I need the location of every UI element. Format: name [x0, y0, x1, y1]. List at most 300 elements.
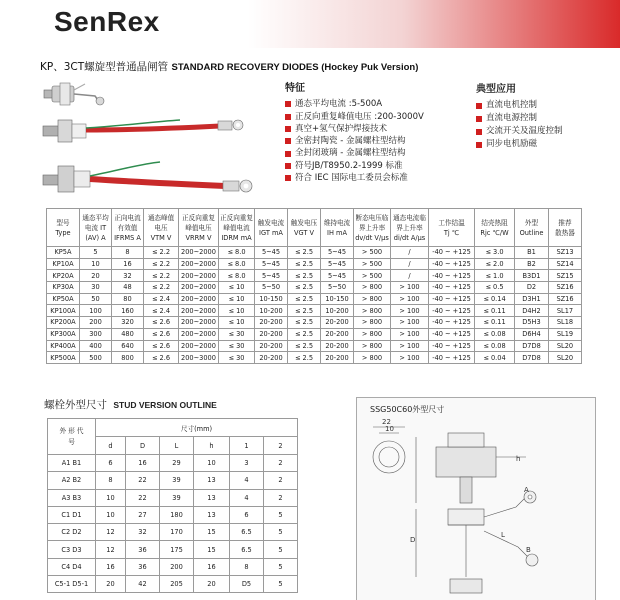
spec-table [46, 208, 582, 364]
spec-cell: 16 [112, 258, 144, 270]
stud-cell: 13 [194, 489, 230, 506]
stud-cell: 32 [126, 524, 160, 541]
spec-cell: > 100 [391, 282, 429, 294]
stud-row [48, 455, 298, 472]
bullet-icon [476, 142, 482, 148]
spec-cell: 200~2000 [179, 282, 219, 294]
spec-cell: > 800 [354, 328, 391, 340]
stud-title-cn: 螺栓外型尺寸 [44, 399, 107, 411]
spec-cell: B3D1 [515, 270, 549, 282]
spec-cell: ≤ 8.0 [219, 258, 255, 270]
spec-cell: -40 ~ +125 [429, 293, 475, 305]
spec-cell: > 100 [391, 352, 429, 364]
spec-cell: 5~50 [321, 282, 354, 294]
spec-cell: ≤ 0.11 [475, 305, 515, 317]
outline-dim2-label: 10 [385, 425, 394, 433]
spec-cell: ≤ 0.14 [475, 293, 515, 305]
bullet-icon [285, 175, 291, 181]
stud-row [48, 541, 298, 558]
spec-cell: 200~2000 [179, 340, 219, 352]
spec-cell: -40 ~ +125 [429, 258, 475, 270]
stud-code-header: 外 形 代 号 [48, 419, 96, 455]
spec-cell: B1 [515, 247, 549, 259]
spec-cell: SL17 [549, 305, 582, 317]
stud-cell: 6 [96, 455, 126, 472]
spec-cell: ≤ 2.5 [288, 352, 321, 364]
spec-cell: 20-200 [321, 328, 354, 340]
stud-cell: 22 [126, 489, 160, 506]
feature-item: 通态平均电流 :5-500A [285, 98, 424, 110]
feature-item: 正反向重复峰值电压 :200-3000V [285, 111, 424, 123]
spec-cell: D7D8 [515, 340, 549, 352]
spec-cell: -40 ~ +125 [429, 328, 475, 340]
spec-cell: > 100 [391, 340, 429, 352]
spec-cell: 300 [80, 328, 112, 340]
spec-cell: > 800 [354, 317, 391, 329]
spec-cell: 200~2000 [179, 317, 219, 329]
spec-col-header: 正反向重复 峰值电流 IDRM mA [219, 209, 255, 247]
outline-title: SSG50C60外型尺寸 [370, 405, 445, 414]
stud-cell: A3 B3 [48, 489, 96, 506]
spec-cell: SZ13 [549, 247, 582, 259]
spec-cell: ≤ 10 [219, 293, 255, 305]
applications-title: 典型应用 [476, 84, 516, 95]
stud-cell: 16 [194, 558, 230, 575]
spec-cell: 32 [112, 270, 144, 282]
spec-cell: 20-200 [255, 317, 288, 329]
stud-cell: 170 [160, 524, 194, 541]
bullet-icon [476, 129, 482, 135]
spec-col-header: 触发电压 VGT V [288, 209, 321, 247]
spec-cell: 5~45 [321, 258, 354, 270]
spec-col-header: 维持电流 IH mA [321, 209, 354, 247]
applications-list [476, 99, 563, 151]
spec-col-header: 正反向重复 峰值电压 VRRM V [179, 209, 219, 247]
stud-header-row [48, 419, 298, 437]
spec-cell: ≤ 0.08 [475, 340, 515, 352]
stud-col-header: h [194, 437, 230, 455]
features-panel [285, 83, 424, 184]
spec-cell: > 800 [354, 352, 391, 364]
feature-item: 符号JB/T8950.2-1999 标准 [285, 160, 424, 172]
application-item: 直流电机控制 [476, 99, 563, 112]
bullet-icon [285, 101, 291, 107]
spec-cell: / [391, 258, 429, 270]
spec-cell: D2 [515, 282, 549, 294]
stud-col-header: D [126, 437, 160, 455]
spec-cell: 640 [112, 340, 144, 352]
spec-cell: / [391, 270, 429, 282]
spec-cell: > 500 [354, 258, 391, 270]
spec-cell: ≤ 2.4 [144, 293, 179, 305]
spec-cell: 500 [80, 352, 112, 364]
small-thyristor-image [44, 83, 104, 105]
spec-cell: ≤ 0.04 [475, 352, 515, 364]
stud-cell: 36 [126, 541, 160, 558]
spec-cell: SL19 [549, 328, 582, 340]
stud-cell: 5 [264, 576, 298, 593]
stud-cell: 6.5 [230, 541, 264, 558]
spec-cell: 320 [112, 317, 144, 329]
spec-cell: SL20 [549, 340, 582, 352]
spec-cell: 20-200 [321, 317, 354, 329]
application-item: 交流开关及温度控制 [476, 125, 563, 138]
spec-cell: D4H2 [515, 305, 549, 317]
spec-cell: ≤ 2.6 [144, 352, 179, 364]
spec-cell: ≤ 2.4 [144, 305, 179, 317]
outline-drawing [356, 397, 596, 600]
bullet-icon [285, 138, 291, 144]
spec-cell: 50 [80, 293, 112, 305]
spec-cell: ≤ 2.2 [144, 270, 179, 282]
spec-col-header: 型号 Type [47, 209, 80, 247]
stud-cell: C1 D1 [48, 506, 96, 523]
spec-row [47, 328, 582, 340]
spec-cell: 5~45 [321, 247, 354, 259]
stud-table [47, 418, 298, 593]
spec-col-header: 工作结温 Tj ℃ [429, 209, 475, 247]
spec-row [47, 317, 582, 329]
spec-cell: ≤ 8.0 [219, 247, 255, 259]
series-title-cn: KP、3CT螺旋型普通晶闸管 [40, 61, 169, 73]
spec-cell: ≤ 2.0 [475, 258, 515, 270]
spec-cell: > 100 [391, 317, 429, 329]
spec-cell: > 100 [391, 328, 429, 340]
stud-row [48, 576, 298, 593]
spec-cell: SZ16 [549, 293, 582, 305]
spec-col-header: 触发电流 IGT mA [255, 209, 288, 247]
spec-cell: KP10A [47, 258, 80, 270]
spec-cell: ≤ 0.5 [475, 282, 515, 294]
spec-cell: KP300A [47, 328, 80, 340]
stud-cell: 15 [194, 541, 230, 558]
spec-cell: 10-200 [255, 305, 288, 317]
bullet-icon [285, 163, 291, 169]
spec-cell: 200~2000 [179, 305, 219, 317]
stud-cell: 39 [160, 472, 194, 489]
stud-cell: 8 [230, 558, 264, 575]
outline-side-body [436, 447, 496, 477]
spec-cell: 200~2000 [179, 293, 219, 305]
spec-cell: 20-200 [255, 352, 288, 364]
stud-cell: 10 [96, 489, 126, 506]
stud-cell: 5 [264, 524, 298, 541]
stud-cell: 8 [96, 472, 126, 489]
spec-cell: D7D8 [515, 352, 549, 364]
spec-cell: ≤ 2.5 [288, 328, 321, 340]
spec-cell: 10 [80, 258, 112, 270]
outline-label-h: h [516, 455, 521, 463]
outline-label-d: D [410, 536, 416, 544]
stud-cell: 2 [264, 489, 298, 506]
spec-cell: 48 [112, 282, 144, 294]
spec-cell: > 800 [354, 282, 391, 294]
stud-cell: 5 [264, 506, 298, 523]
spec-cell: ≤ 10 [219, 305, 255, 317]
spec-cell: KP200A [47, 317, 80, 329]
application-item: 同步电机励磁 [476, 138, 563, 151]
spec-cell: ≤ 10 [219, 282, 255, 294]
spec-cell: ≤ 2.6 [144, 317, 179, 329]
spec-cell: ≤ 30 [219, 352, 255, 364]
spec-cell: SZ15 [549, 270, 582, 282]
spec-cell: 20 [80, 270, 112, 282]
spec-cell: / [391, 247, 429, 259]
spec-cell: ≤ 2.5 [288, 305, 321, 317]
outline-label-a: A [524, 486, 529, 494]
bullet-icon [285, 126, 291, 132]
spec-row [47, 352, 582, 364]
spec-cell: KP100A [47, 305, 80, 317]
spec-cell: ≤ 2.5 [288, 258, 321, 270]
spec-cell: 20-200 [255, 328, 288, 340]
spec-cell: 10-150 [321, 293, 354, 305]
stud-cell: 42 [126, 576, 160, 593]
spec-cell: > 800 [354, 305, 391, 317]
spec-cell: 30 [80, 282, 112, 294]
spec-cell: 5~45 [255, 247, 288, 259]
stud-cell: 13 [194, 506, 230, 523]
stud-cell: 29 [160, 455, 194, 472]
spec-col-header: 通态电流临 界上升率 di/dt A/μs [391, 209, 429, 247]
spec-cell: 200~2000 [179, 270, 219, 282]
spec-cell: KP30A [47, 282, 80, 294]
spec-cell: -40 ~ +125 [429, 305, 475, 317]
spec-cell: > 500 [354, 247, 391, 259]
spec-cell: 160 [112, 305, 144, 317]
spec-col-header: 外型 Outline [515, 209, 549, 247]
spec-cell: ≤ 2.5 [288, 270, 321, 282]
spec-cell: 80 [112, 293, 144, 305]
applications-panel [476, 83, 563, 151]
outline-dim1-label: 22 [382, 418, 391, 426]
spec-cell: 5~50 [255, 282, 288, 294]
spec-cell: ≤ 10 [219, 317, 255, 329]
stud-cell: 36 [126, 558, 160, 575]
device-illustrations [40, 78, 290, 203]
stud-cell: 5 [264, 541, 298, 558]
stud-cell: 4 [230, 472, 264, 489]
brand-logo: SenRex [54, 6, 160, 37]
spec-cell: ≤ 2.2 [144, 258, 179, 270]
spec-cell: D5H3 [515, 317, 549, 329]
spec-cell: 10-150 [255, 293, 288, 305]
spec-cell: B2 [515, 258, 549, 270]
spec-cell: ≤ 30 [219, 340, 255, 352]
spec-cell: KP20A [47, 270, 80, 282]
stud-col-header: 1 [230, 437, 264, 455]
bullet-icon [285, 114, 291, 120]
spec-cell: 5~45 [321, 270, 354, 282]
spec-cell: 200~2000 [179, 258, 219, 270]
spec-cell: > 100 [391, 305, 429, 317]
stud-cell: 16 [96, 558, 126, 575]
stud-cell: 5 [264, 558, 298, 575]
spec-cell: 20-200 [321, 352, 354, 364]
spec-cell: -40 ~ +125 [429, 352, 475, 364]
spec-row [47, 340, 582, 352]
spec-col-header: 推荐 散热器 [549, 209, 582, 247]
spec-cell: > 800 [354, 340, 391, 352]
stud-row [48, 472, 298, 489]
stud-row [48, 558, 298, 575]
outline-label-b: B [526, 546, 531, 554]
stud-title [44, 397, 217, 412]
spec-cell: 20-200 [255, 340, 288, 352]
stud-cell: 27 [126, 506, 160, 523]
spec-cell: -40 ~ +125 [429, 247, 475, 259]
stud-cell: 20 [194, 576, 230, 593]
spec-col-header: 正向电流 有效值 IFRMS A [112, 209, 144, 247]
spec-row [47, 270, 582, 282]
feature-item: 全封闭玻璃 - 金属螺柱型结构 [285, 147, 424, 159]
spec-cell: ≤ 0.08 [475, 328, 515, 340]
application-item: 直流电源控制 [476, 112, 563, 125]
stud-cell: 10 [194, 455, 230, 472]
spec-cell: ≤ 2.2 [144, 247, 179, 259]
spec-cell: 20-200 [321, 340, 354, 352]
spec-cell: KP500A [47, 352, 80, 364]
large-thyristor-image [43, 162, 252, 192]
spec-cell: 200~3000 [179, 352, 219, 364]
stud-cell: C5-1 D5-1 [48, 576, 96, 593]
spec-cell: SZ16 [549, 282, 582, 294]
spec-cell: D6H4 [515, 328, 549, 340]
stud-row [48, 489, 298, 506]
spec-cell: ≤ 1.0 [475, 270, 515, 282]
spec-cell: 5 [80, 247, 112, 259]
stud-cell: 3 [230, 455, 264, 472]
stud-col-header: 2 [264, 437, 298, 455]
stud-title-en: STUD VERSION OUTLINE [113, 400, 217, 410]
spec-cell: 5~45 [255, 258, 288, 270]
spec-row [47, 282, 582, 294]
spec-cell: ≤ 2.5 [288, 340, 321, 352]
stud-cell: 39 [160, 489, 194, 506]
spec-row [47, 305, 582, 317]
spec-cell: SL18 [549, 317, 582, 329]
spec-cell: > 800 [354, 293, 391, 305]
stud-cell: 180 [160, 506, 194, 523]
feature-item: 全密封陶瓷 - 金属螺柱型结构 [285, 135, 424, 147]
spec-cell: 5~45 [255, 270, 288, 282]
device-photos [40, 78, 290, 203]
stud-cell: 2 [264, 472, 298, 489]
spec-header-row [47, 209, 582, 247]
bullet-icon [285, 151, 291, 157]
spec-cell: 200~2000 [179, 247, 219, 259]
spec-cell: 800 [112, 352, 144, 364]
spec-cell: ≤ 2.6 [144, 340, 179, 352]
stud-cell: 12 [96, 541, 126, 558]
series-title-en: STANDARD RECOVERY DIODES (Hockey Puk Version) [171, 62, 419, 73]
spec-cell: ≤ 3.0 [475, 247, 515, 259]
stud-cell: 13 [194, 472, 230, 489]
spec-cell: ≤ 2.2 [144, 282, 179, 294]
spec-cell: ≤ 2.5 [288, 282, 321, 294]
stud-cell: 15 [194, 524, 230, 541]
spec-row [47, 293, 582, 305]
feature-item: 符合 IEC 国际电工委员会标准 [285, 172, 424, 184]
spec-cell: ≤ 0.11 [475, 317, 515, 329]
spec-cell: D3H1 [515, 293, 549, 305]
stud-cell: C4 D4 [48, 558, 96, 575]
spec-cell: KP50A [47, 293, 80, 305]
spec-cell: -40 ~ +125 [429, 317, 475, 329]
spec-cell: SL20 [549, 352, 582, 364]
stud-cell: 20 [96, 576, 126, 593]
spec-cell: -40 ~ +125 [429, 282, 475, 294]
spec-cell: ≤ 2.5 [288, 293, 321, 305]
series-title [40, 59, 418, 74]
stud-col-header: d [96, 437, 126, 455]
stud-cell: A2 B2 [48, 472, 96, 489]
stud-cell: A1 B1 [48, 455, 96, 472]
stud-cell: 4 [230, 489, 264, 506]
outline-top-view [373, 441, 405, 473]
spec-row [47, 247, 582, 259]
spec-cell: 8 [112, 247, 144, 259]
spec-row [47, 258, 582, 270]
features-title: 特征 [285, 83, 305, 94]
stud-dim-header: 尺寸(mm) [96, 419, 298, 437]
spec-cell: ≤ 2.5 [288, 247, 321, 259]
stud-cell: 6.5 [230, 524, 264, 541]
spec-cell: 200 [80, 317, 112, 329]
spec-cell: 100 [80, 305, 112, 317]
spec-col-header: 断态电压临 界上升率 dv/dt V/μs [354, 209, 391, 247]
stud-cell: D5 [230, 576, 264, 593]
stud-row [48, 506, 298, 523]
feature-item: 真空+氢气保护焊接技术 [285, 123, 424, 135]
spec-col-header: 通态平均 电流 IT (AV) A [80, 209, 112, 247]
spec-cell: SZ14 [549, 258, 582, 270]
spec-cell: 480 [112, 328, 144, 340]
stud-cell: 200 [160, 558, 194, 575]
spec-cell: 400 [80, 340, 112, 352]
spec-cell: ≤ 2.6 [144, 328, 179, 340]
spec-cell: > 500 [354, 270, 391, 282]
spec-cell: ≤ 8.0 [219, 270, 255, 282]
stud-cell: 175 [160, 541, 194, 558]
stud-col-header: L [160, 437, 194, 455]
spec-cell: KP5A [47, 247, 80, 259]
bullet-icon [476, 103, 482, 109]
medium-thyristor-image [43, 120, 243, 142]
spec-col-header: 结壳热阻 Rjc ℃/W [475, 209, 515, 247]
stud-cell: 22 [126, 472, 160, 489]
stud-cell: 6 [230, 506, 264, 523]
spec-cell: -40 ~ +125 [429, 340, 475, 352]
bullet-icon [476, 116, 482, 122]
spec-cell: 10-200 [321, 305, 354, 317]
stud-cell: 2 [264, 455, 298, 472]
spec-cell: 200~2000 [179, 328, 219, 340]
stud-cell: 205 [160, 576, 194, 593]
spec-col-header: 通态峰值 电压 VTM V [144, 209, 179, 247]
stud-cell: 10 [96, 506, 126, 523]
spec-cell: -40 ~ +125 [429, 270, 475, 282]
features-list [285, 98, 424, 184]
stud-row [48, 524, 298, 541]
stud-cell: C3 D3 [48, 541, 96, 558]
outline-label-l: L [501, 531, 505, 539]
stud-cell: 16 [126, 455, 160, 472]
spec-cell: > 100 [391, 293, 429, 305]
stud-cell: 12 [96, 524, 126, 541]
spec-cell: ≤ 30 [219, 328, 255, 340]
stud-cell: C2 D2 [48, 524, 96, 541]
